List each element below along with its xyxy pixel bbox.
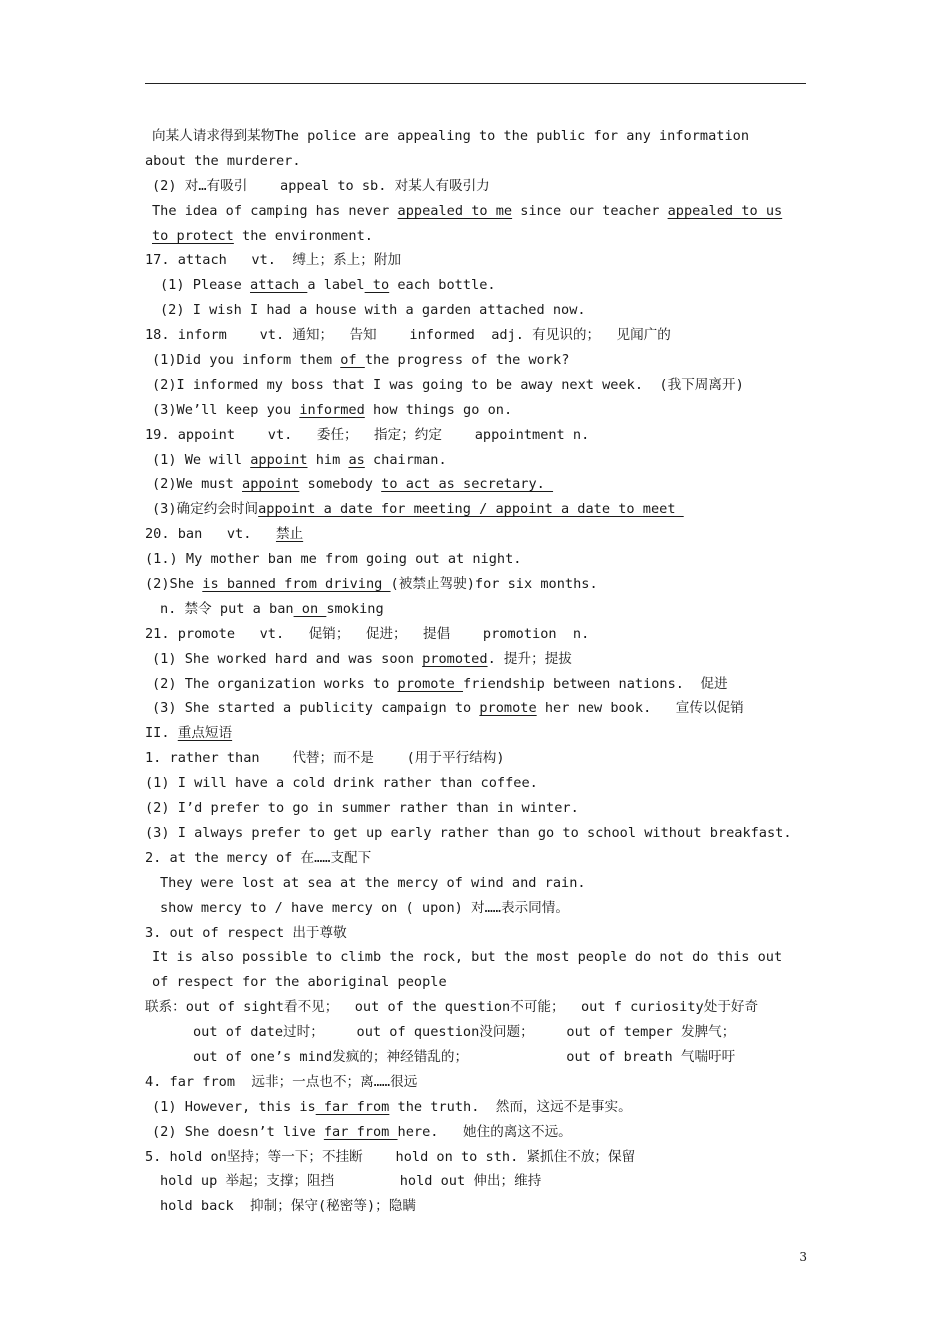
text-segment: 1. rather than 代替；而不是 (用于平行结构) (145, 750, 505, 767)
text-segment: (2) 对…有吸引 appeal to sb. 对某人有吸引力 (152, 177, 490, 194)
text-segment: how things go on. (364, 401, 513, 418)
text-line (145, 1020, 813, 1045)
text-segment: about the murderer. (145, 152, 301, 169)
text-segment: (3)确定约会时间 (152, 501, 259, 518)
text-segment: of respect for the aboriginal people (152, 974, 447, 991)
underlined-text: attach (250, 277, 308, 294)
text-segment: a label (307, 277, 365, 294)
text-segment: hold up 举起；支撑；阻挡 hold out 伸出；维持 (160, 1173, 542, 1190)
text-line (145, 921, 813, 946)
text-line (145, 248, 813, 273)
underlined-text: informed (299, 401, 365, 418)
text-line (145, 672, 813, 697)
text-line (145, 1169, 813, 1194)
text-segment: 3. out of respect 出于尊敬 (145, 924, 347, 941)
underlined-text: is banned from driving (202, 576, 391, 593)
text-segment: 4. far from 远非；一点也不；离……很远 (145, 1073, 418, 1090)
underlined-text: appealed to us (667, 202, 783, 219)
text-line (145, 721, 813, 746)
text-line (145, 821, 813, 846)
text-segment: him (307, 451, 349, 468)
underlined-text: of (340, 352, 365, 369)
text-segment: The idea of camping has never (152, 202, 398, 219)
text-segment: 17. attach vt. 缚上；系上；附加 (145, 252, 402, 269)
text-line (145, 1070, 813, 1095)
text-segment: (1) She worked hard and was soon (152, 650, 423, 667)
text-line (145, 273, 813, 298)
text-line (145, 1045, 813, 1070)
text-line (145, 572, 813, 597)
text-segment: (1) However, this is (152, 1098, 316, 1115)
text-line (145, 224, 813, 249)
text-line (145, 746, 813, 771)
document-body (145, 124, 813, 1219)
underlined-text: to (364, 277, 390, 294)
text-segment: here. 她住的离这不远。 (397, 1123, 572, 1140)
text-line (145, 423, 813, 448)
text-segment: (2) The organization works to (152, 675, 398, 692)
text-segment: 21. promote vt. 促销； 促进； 提倡 promotion n. (145, 625, 590, 642)
underlined-text: on (293, 600, 327, 617)
text-segment: (1) Please (160, 277, 251, 294)
text-line (145, 547, 813, 572)
text-segment: . 提升；提拔 (487, 650, 572, 667)
underlined-text: far from (315, 1098, 390, 1115)
text-segment: (2)We must (152, 476, 243, 493)
text-line (145, 522, 813, 547)
text-segment: (1)Did you inform them (152, 352, 341, 369)
text-segment: her new book. 宣传以促销 (536, 700, 744, 717)
underlined-text: appoint a date for meeting / appoint a date to meet (258, 501, 684, 518)
text-line (145, 970, 813, 995)
text-segment: (2)I informed my boss that I was going to be away next week. (我下周离开) (152, 376, 744, 393)
text-segment: out of one’s mind发疯的；神经错乱的； out of breath 气喘吁吁 (193, 1048, 736, 1065)
text-segment: 2. at the mercy of 在……支配下 (145, 849, 372, 866)
underlined-text: to protect (152, 227, 234, 244)
text-segment: out of date过时； out of question没问题； out of temper 发脾气； (193, 1024, 736, 1041)
text-line (145, 174, 813, 199)
underlined-text: promote (397, 675, 464, 692)
text-segment: 20. ban vt. (145, 526, 276, 543)
text-segment: friendship between nations. 促进 (463, 675, 728, 692)
text-line (145, 497, 813, 522)
text-segment: show mercy to / have mercy on ( upon) 对……表示同情。 (160, 899, 569, 916)
text-line (145, 199, 813, 224)
text-segment: (2)She (145, 576, 203, 593)
underlined-text: 重点短语 (177, 725, 233, 742)
underlined-text: appealed to me (397, 202, 513, 219)
text-line (145, 945, 813, 970)
text-line (145, 1095, 813, 1120)
text-line (145, 149, 813, 174)
text-line (145, 448, 813, 473)
text-line (145, 398, 813, 423)
text-segment: (被禁止驾驶)for six months. (390, 576, 598, 593)
text-segment: n. 禁令 put a ban (160, 600, 294, 617)
text-segment: 向某人请求得到某物The police are appealing to the public for any information (152, 128, 750, 144)
text-line (145, 622, 813, 647)
text-segment: 19. appoint vt. 委任； 指定；约定 appointment n. (145, 426, 590, 443)
text-segment: (2) I wish I had a house with a garden attached now. (160, 302, 586, 319)
text-segment: chairman. (364, 451, 447, 468)
page-number: 3 (799, 1250, 807, 1264)
text-segment: hold back 抑制；保守(秘密等)；隐瞒 (160, 1198, 416, 1215)
text-line (145, 124, 813, 149)
text-line (145, 1194, 813, 1219)
text-segment: (3)We’ll keep you (152, 401, 300, 418)
underlined-text: to act as secretary. (381, 476, 554, 493)
text-line (145, 597, 813, 622)
text-line (145, 771, 813, 796)
text-line (145, 846, 813, 871)
text-segment: (3) I always prefer to get up early rather than go to school without breakfast. (145, 824, 792, 841)
text-segment: (2) She doesn’t live (152, 1123, 324, 1140)
text-line (145, 298, 813, 323)
text-line (145, 373, 813, 398)
text-segment: each bottle. (389, 277, 496, 294)
text-line (145, 696, 813, 721)
text-line (145, 348, 813, 373)
text-segment: somebody (299, 476, 382, 493)
text-line (145, 1120, 813, 1145)
text-segment: (1.) My mother ban me from going out at night. (145, 551, 522, 568)
text-line (145, 472, 813, 497)
header-rule (145, 83, 806, 84)
text-segment: the environment. (233, 227, 373, 244)
underlined-text: appoint (250, 451, 308, 468)
text-segment: They were lost at sea at the mercy of wind and rain. (160, 874, 586, 891)
underlined-text: far from (323, 1123, 398, 1140)
text-segment: 联系：out of sight看不见； out of the question不可能； out f curiosity处于好奇 (145, 999, 759, 1016)
text-segment: (2) I’d prefer to go in summer rather than in winter. (145, 800, 579, 817)
text-segment: 5. hold on坚持；等一下；不挂断 hold on to sth. 紧抓住不放；保留 (145, 1148, 636, 1165)
underlined-text: appoint (242, 476, 300, 493)
text-line (145, 1145, 813, 1170)
text-segment: II. (145, 725, 178, 742)
text-segment: 18. inform vt. 通知； 告知 informed adj. 有见识的； 见闻广的 (145, 327, 671, 344)
text-line (145, 871, 813, 896)
text-segment: the progress of the work? (364, 352, 570, 369)
text-segment: (1) I will have a cold drink rather than coffee. (145, 775, 538, 792)
text-line (145, 796, 813, 821)
text-segment: (1) We will (152, 451, 251, 468)
text-line (145, 323, 813, 348)
text-segment: since our teacher (512, 202, 668, 219)
text-line (145, 647, 813, 672)
underlined-text: promote (479, 700, 537, 717)
text-line (145, 995, 813, 1020)
text-segment: smoking (326, 600, 384, 617)
text-segment: the truth. 然而，这远不是事实。 (389, 1098, 632, 1115)
text-segment: (3) She started a publicity campaign to (152, 700, 480, 717)
underlined-text: promoted (422, 650, 488, 667)
text-segment: It is also possible to climb the rock, but the most people do not do this out (152, 949, 783, 966)
underlined-text: as (348, 451, 365, 468)
text-line (145, 896, 813, 921)
underlined-text: 禁止 (275, 526, 304, 543)
